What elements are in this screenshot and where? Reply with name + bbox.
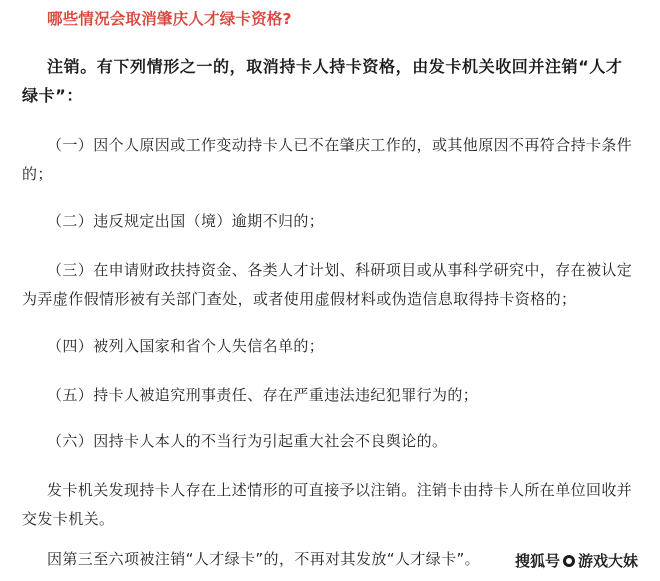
watermark-prefix: 搜狐号	[514, 552, 560, 570]
clause-6: （六）因持卡人本人的不当行为引起重大社会不良舆论的。	[47, 432, 448, 450]
clause-4: （四）被列入国家和省个人失信名单的；	[47, 337, 325, 355]
section-heading: 哪些情况会取消肇庆人才绿卡资格?	[47, 10, 292, 28]
intro-paragraph: 注销。有下列情形之一的，取消持卡人持卡资格，由发卡机关收回并注销“人才绿卡”：	[22, 57, 623, 105]
clause-2: （二）违反规定出国（境）逾期不归的；	[47, 212, 325, 230]
reissue-note: 因第三至六项被注销“人才绿卡”的，不再对其发放“人才绿卡”。	[47, 550, 481, 568]
clause-3: （三）在申请财政扶持资金、各类人才计划、科研项目或从事科学研究中，存在被认定为弄虚作假情形被有关部门查处，或者使用虚假材料或伪造信息取得持卡资格的；	[22, 261, 633, 308]
revocation-note: 发卡机关发现持卡人存在上述情形的可直接予以注销。注销卡由持卡人所在单位回收并交发卡机关。	[22, 481, 633, 528]
clause-1: （一）因个人原因或工作变动持卡人已不在肇庆工作的，或其他原因不再符合持卡条件的；	[22, 136, 633, 183]
source-watermark	[515, 550, 638, 571]
at-icon	[563, 555, 575, 567]
watermark-name: 游戏大妹	[577, 552, 638, 570]
clause-5: （五）持卡人被追究刑事责任、存在严重违法违纪犯罪行为的；	[47, 386, 479, 404]
